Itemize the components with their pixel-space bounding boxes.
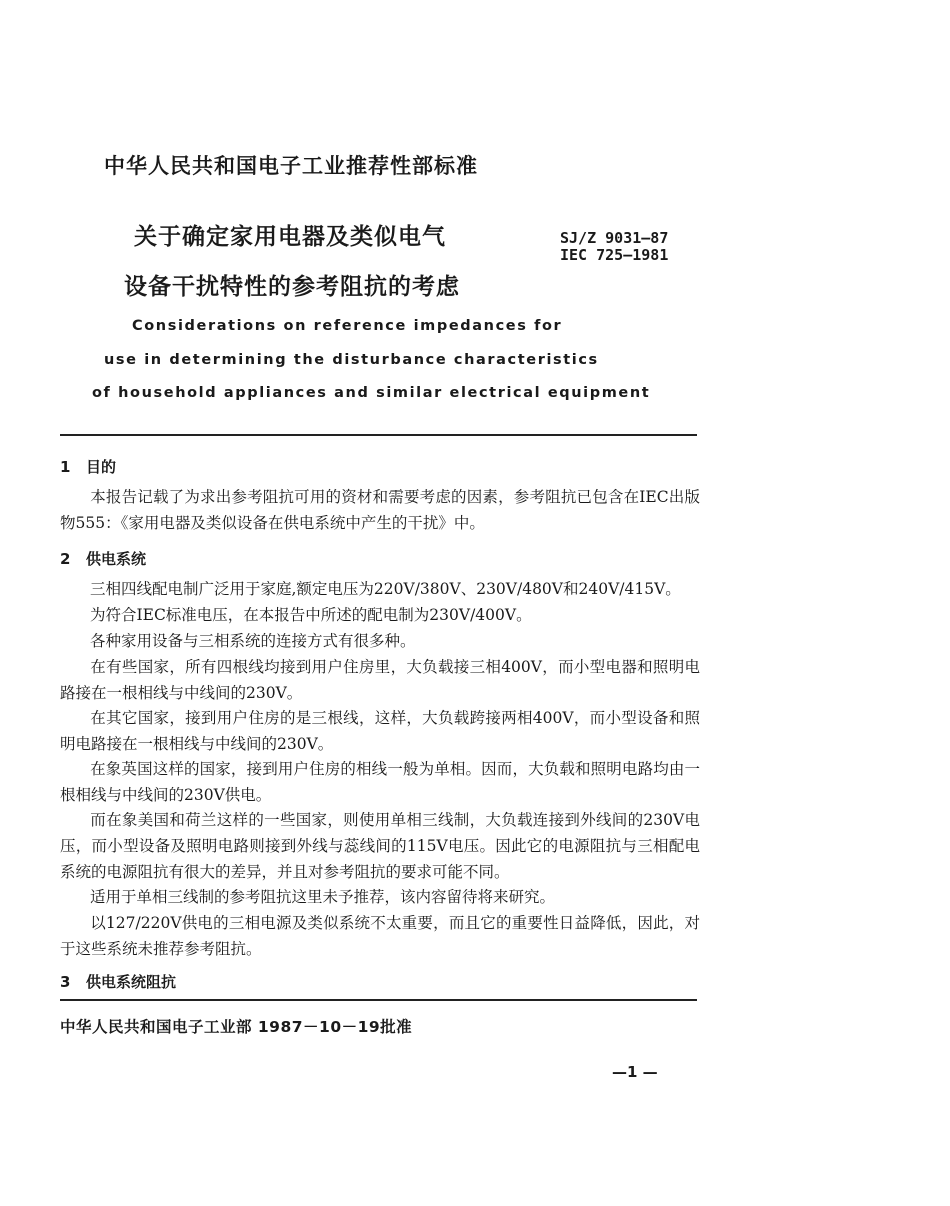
approval-note: 中华人民共和国电子工业部 1987－10－19批准 — [60, 1018, 413, 1036]
iec-code: IEC 725—1981 — [560, 246, 669, 264]
paragraph-iec-voltage: 为符合IEC标准电压，在本报告中所述的配电制为230V/400V。 — [90, 606, 532, 624]
standard-code: SJ/Z 9031—87 — [560, 229, 669, 247]
paragraph-connection-types: 各种家用设备与三相系统的连接方式有很多种。 — [90, 632, 416, 650]
section-heading-3 — [60, 971, 176, 992]
document-title-line-1: 关于确定家用电器及类似电气 — [134, 224, 446, 250]
bottom-divider — [60, 999, 697, 1001]
paragraph-127-220: 以127/220V供电的三相电源及类似系统不太重要，而且它的重要性日益降低，因此，对于这些系统未推荐参考阻抗。 — [60, 914, 700, 958]
paragraph-single-phase: 适用于单相三线制的参考阻抗这里未予推荐，该内容留待将来研究。 — [90, 888, 556, 906]
paragraph-purpose: 本报告记载了为求出参考阻抗可用的资材和需要考虑的因素，参考阻抗已包含在IEC出版物555：《家用电器及类似设备在供电系统中产生的干扰》中。 — [60, 488, 700, 532]
document-title-line-2: 设备干扰特性的参考阻抗的考虑 — [124, 274, 460, 300]
top-divider — [60, 434, 697, 436]
section-heading-2 — [60, 548, 146, 569]
english-title-line-2: use in determining the disturbance characteristics — [104, 352, 599, 368]
section-number: 1 — [60, 458, 71, 476]
page-number: —1 — — [612, 1063, 658, 1081]
paragraph-three-wire: 在其它国家，接到用户住房的是三根线，这样，大负载跨接两相400V，而小型设备和照明电路接在一根相线与中线间的230V。 — [60, 709, 700, 753]
paragraph-uk: 在象英国这样的国家，接到用户住房的相线一般为单相。因而，大负载和照明电路均由一根相线与中线间的230V供电。 — [60, 760, 700, 804]
paragraph-us-netherlands: 而在象美国和荷兰这样的一些国家，则使用单相三线制，大负载连接到外线间的230V电压，而小型设备及照明电路则接到外线与蕊线间的115V电压。因此它的电源阻抗与三相配电系统的电源阻抗有很大的差异，并且对参考阻抗的要求可能不同。 — [60, 811, 700, 881]
organization-header: 中华人民共和国电子工业推荐性部标准 — [104, 154, 478, 178]
section-number: 2 — [60, 550, 71, 568]
paragraph-voltage: 三相四线配电制广泛用于家庭,额定电压为220V/380V、230V/480V和240V/415V。 — [90, 580, 681, 598]
english-title-line-1: Considerations on reference impedances for — [132, 318, 563, 334]
english-title-line-3: of household appliances and similar electrical equipment — [92, 385, 651, 401]
paragraph-four-wire: 在有些国家，所有四根线均接到用户住房里，大负载接三相400V，而小型电器和照明电路接在一根相线与中线间的230V。 — [60, 658, 700, 702]
section-title: 供电系统阻抗 — [86, 973, 177, 991]
section-title: 目的 — [86, 458, 117, 476]
section-title: 供电系统 — [86, 550, 147, 568]
section-heading-1 — [60, 456, 116, 477]
section-number: 3 — [60, 973, 71, 991]
